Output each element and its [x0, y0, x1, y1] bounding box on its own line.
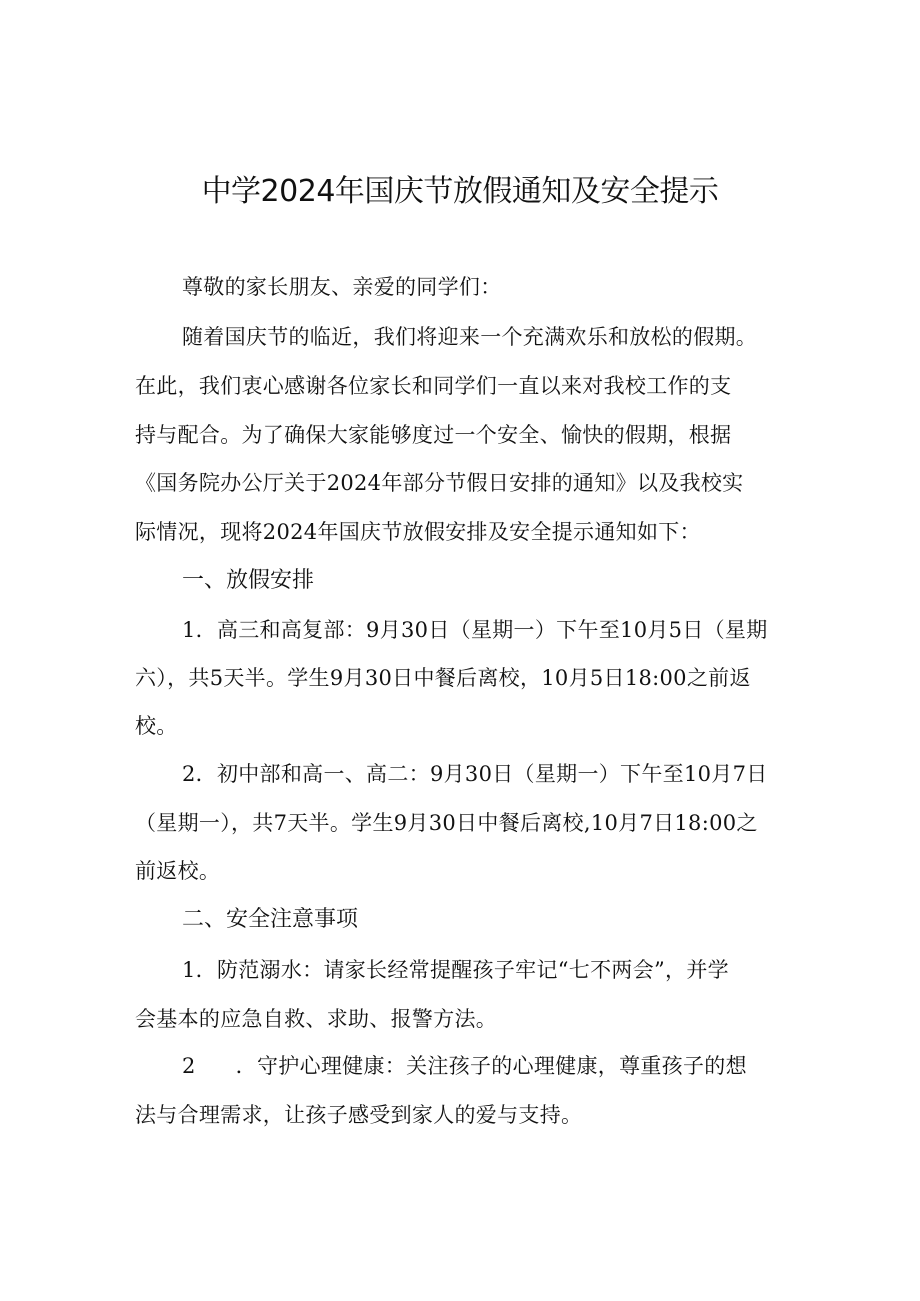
section-heading-safety: 二、安全注意事项 [182, 907, 359, 932]
safety-item-2-number: 2 [182, 1054, 196, 1078]
intro-line-1: 随着国庆节的临近，我们将迎来一个充满欢乐和放松的假期。 [182, 325, 758, 349]
safety-item-2-text: ．守护心理健康：关注孩子的心理健康，尊重孩子的想 [235, 1054, 747, 1078]
safety-item-2-line-2: 法与合理需求，让孩子感受到家人的爱与支持。 [135, 1103, 583, 1127]
document-title: 中学2024年国庆节放假通知及安全提示 [201, 174, 719, 209]
holiday-item-1-line-3: 校。 [135, 714, 178, 738]
holiday-item-1-line-2: 六），共5天半。学生9月30日中餐后离校，10月5日18:00之前返 [135, 666, 751, 690]
intro-line-5: 际情况，现将2024年国庆节放假安排及安全提示通知如下： [135, 520, 701, 544]
section-heading-holiday: 一、放假安排 [182, 568, 315, 593]
holiday-item-1-line-1: 1．高三和高复部：9月30日（星期一）下午至10月5日（星期 [182, 618, 768, 642]
intro-line-2: 在此，我们衷心感谢各位家长和同学们一直以来对我校工作的支 [135, 374, 732, 398]
intro-line-4: 《国务院办公厅关于2024年部分节假日安排的通知》以及我校实 [135, 471, 744, 495]
safety-item-2-line-1 [182, 1051, 795, 1081]
intro-line-3: 持与配合。为了确保大家能够度过一个安全、愉快的假期，根据 [135, 423, 732, 447]
holiday-item-2-line-1: 2．初中部和高一、高二：9月30日（星期一）下午至10月7日 [182, 762, 768, 786]
safety-item-1-line-2: 会基本的应急自救、求助、报警方法。 [135, 1007, 498, 1031]
holiday-item-2-line-3: 前返校。 [135, 859, 221, 883]
salutation: 尊敬的家长朋友、亲爱的同学们： [182, 275, 502, 299]
safety-item-1-line-1: 1．防范溺水：请家长经常提醒孩子牢记“七不两会”，并学 [182, 958, 729, 982]
holiday-item-2-line-2: （星期一），共7天半。学生9月30日中餐后离校,10月7日18:00之 [135, 811, 758, 835]
